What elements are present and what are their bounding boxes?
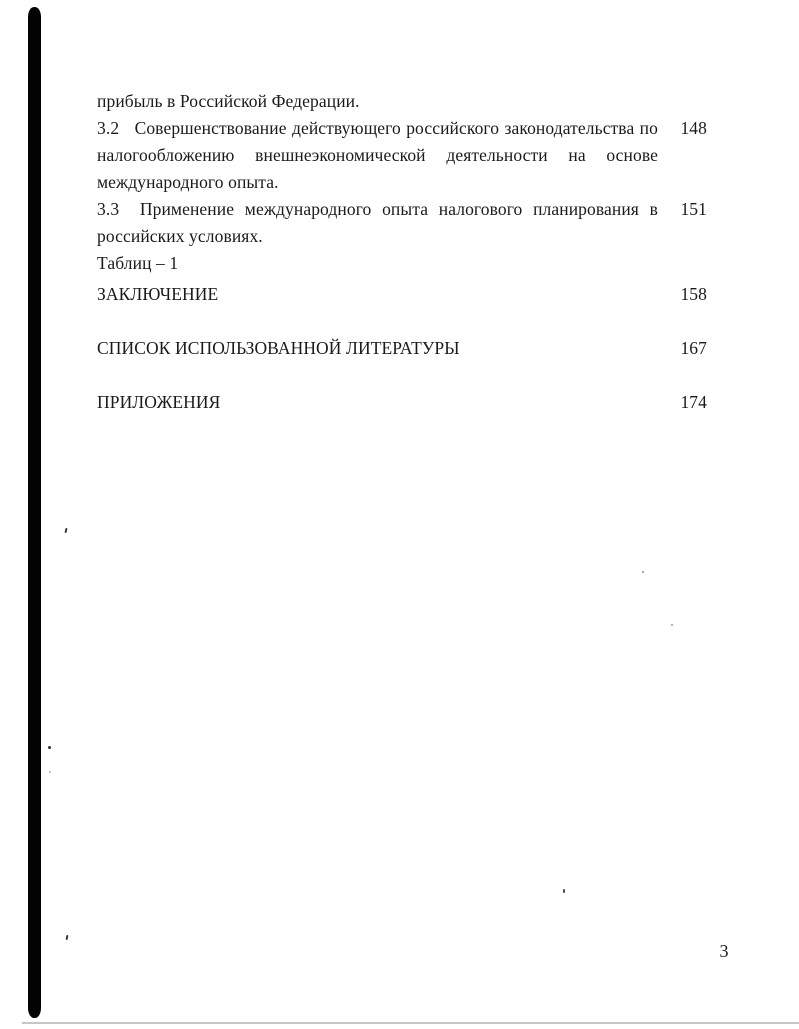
scan-speck <box>48 746 51 749</box>
section-title: СПИСОК ИСПОЛЬЗОВАННОЙ ЛИТЕРАТУРЫ <box>97 338 460 358</box>
section-page-number: 158 <box>680 284 707 304</box>
entry-line: международного опыта. <box>97 172 279 192</box>
section-references <box>97 335 707 362</box>
entry-line-text: Применение международного опыта налогового планирования в <box>139 199 658 219</box>
table-of-contents <box>97 88 707 416</box>
scan-speck <box>671 624 673 626</box>
tables-note: Таблиц – 1 <box>97 253 179 273</box>
toc-entry-3-3 <box>97 196 707 250</box>
entry-line: российских условиях. <box>97 226 263 246</box>
section-appendices <box>97 389 707 416</box>
scan-speck <box>65 528 68 533</box>
toc-entry-3-2 <box>97 115 707 196</box>
section-page-number: 167 <box>680 338 707 358</box>
entry-number: 3.2 <box>97 118 120 138</box>
scan-speck <box>66 935 69 940</box>
scan-speck <box>49 771 51 773</box>
entry-line <box>97 115 658 142</box>
page-number: 3 <box>719 941 729 961</box>
section-page-number: 174 <box>680 392 707 412</box>
entry-number: 3.3 <box>97 199 120 219</box>
continuation-text: прибыль в Российской Федерации. <box>97 91 360 111</box>
entry-page-number: 151 <box>680 199 707 219</box>
entry-line <box>97 196 658 223</box>
entry-page-number: 148 <box>680 118 707 138</box>
scan-speck <box>563 889 565 893</box>
scan-binding-bar <box>28 7 41 1018</box>
section-title: ЗАКЛЮЧЕНИЕ <box>97 284 219 304</box>
scan-bottom-edge-line <box>22 1022 799 1024</box>
section-conclusion <box>97 281 707 308</box>
toc-continuation-row <box>97 88 707 115</box>
tables-note-row <box>97 250 707 277</box>
entry-line-text: Совершенствование действующего российского законодательства по <box>134 118 658 138</box>
entry-line: налогообложению внешнеэкономической деятельности на основе <box>97 145 658 165</box>
scan-speck <box>642 571 644 573</box>
section-title: ПРИЛОЖЕНИЯ <box>97 392 221 412</box>
